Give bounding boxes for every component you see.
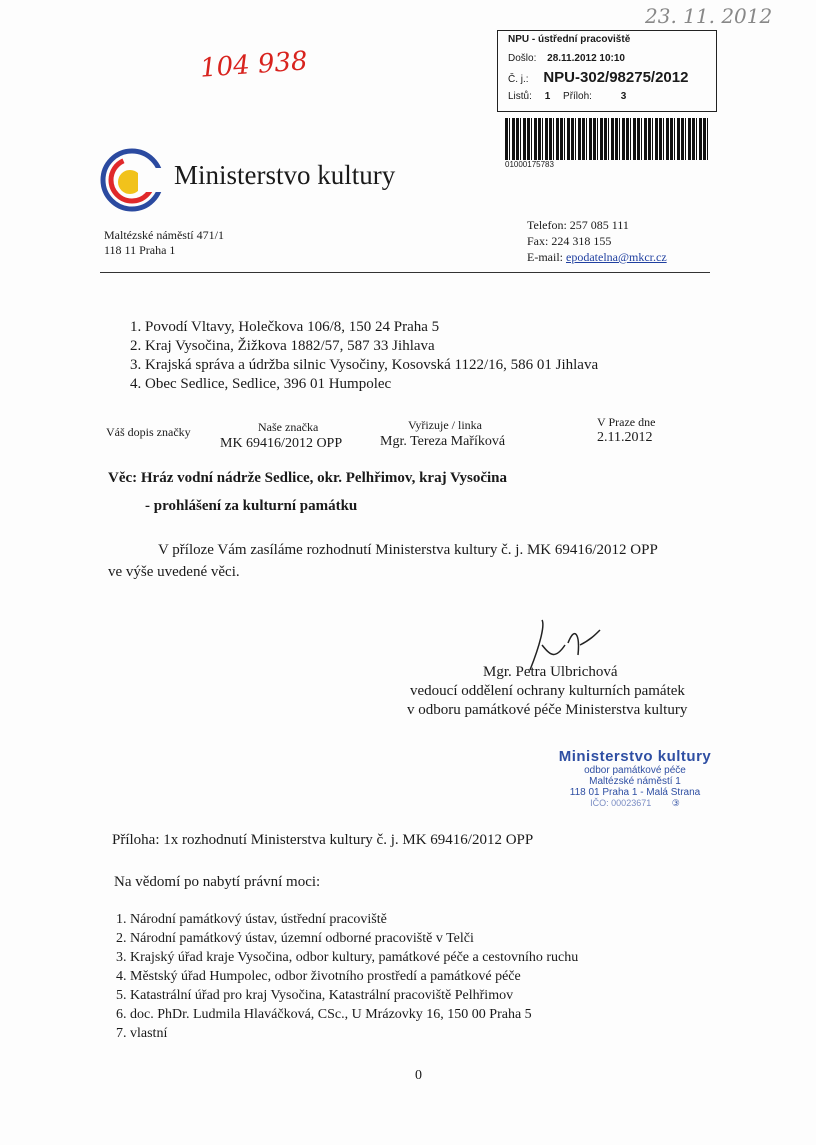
cc-item: 2. Národní památkový ústav, územní odborné pracoviště v Telči <box>116 931 474 946</box>
cc-item: 7. vlastní <box>116 1026 168 1041</box>
email-link[interactable]: epodatelna@mkcr.cz <box>566 250 667 264</box>
barcode-number: 01000175783 <box>505 160 554 169</box>
office-stamp-line1: odbor památkové péče <box>584 765 686 776</box>
ministry-logo-icon <box>100 148 164 212</box>
cc-item: 1. Národní památkový ústav, ústřední pracoviště <box>116 912 387 927</box>
stamp-title: NPU - ústřední pracoviště <box>508 34 631 45</box>
cc-item: 6. doc. PhDr. Ludmila Hlaváčková, CSc., U Mrázovky 16, 150 00 Praha 5 <box>116 1007 532 1022</box>
handwritten-date: 23. 11. 2012 <box>645 4 773 28</box>
recipients-list <box>130 318 598 394</box>
cc-list <box>116 910 578 1043</box>
office-stamp-title: Ministerstvo kultury <box>558 748 712 765</box>
attachments-value: 3 <box>620 91 627 102</box>
handled-value: Mgr. Tereza Maříková <box>380 434 506 449</box>
email-label: E-mail: <box>527 250 566 264</box>
office-stamp-line4: IČO: 00023671 ③ <box>590 798 680 808</box>
recipient: 2. Kraj Vysočina, Žižkova 1882/57, 587 33 Jihlava <box>130 338 435 354</box>
signer-role1: vedoucí oddělení ochrany kulturních památek <box>410 683 685 699</box>
received-label: Došlo: <box>508 53 537 64</box>
recipient: 1. Povodí Vltavy, Holečkova 106/8, 150 24 Praha 5 <box>130 319 440 335</box>
attachments-label: Příloh: <box>563 91 592 102</box>
subject-line2: - prohlášení za kulturní památku <box>145 498 358 514</box>
handled-label: Vyřizuje / linka <box>408 418 482 432</box>
sheets-label: Listů: <box>508 91 532 102</box>
body-line2: ve výše uvedené věci. <box>108 564 240 580</box>
body-line1: V příloze Vám zasíláme rozhodnutí Ministerstva kultury č. j. MK 69416/2012 OPP <box>158 542 658 558</box>
header-divider <box>100 272 710 273</box>
ref-value: NPU-302/98275/2012 <box>543 69 689 86</box>
signer-role2: v odboru památkové péče Ministerstva kultury <box>407 702 688 718</box>
signer-name: Mgr. Petra Ulbrichová <box>483 664 618 680</box>
received-value: 28.11.2012 10:10 <box>547 53 625 64</box>
our-ref-value: MK 69416/2012 OPP <box>220 436 343 451</box>
page-number: 0 <box>415 1068 422 1083</box>
office-stamp-line2: Maltézské náměstí 1 <box>589 776 681 787</box>
cc-item: 3. Krajský úřad kraje Vysočina, odbor kultury, památkové péče a cestovního ruchu <box>116 950 579 965</box>
recipient: 4. Obec Sedlice, Sedlice, 396 01 Humpolec <box>130 376 392 392</box>
your-ref-label: Váš dopis značky <box>106 425 191 439</box>
date-value: 2.11.2012 <box>597 430 653 445</box>
registry-stamp <box>497 30 717 112</box>
office-stamp-line3: 118 01 Praha 1 - Malá Strana <box>569 787 701 798</box>
office-stamp <box>540 748 730 809</box>
our-ref-label: Naše značka <box>258 420 319 434</box>
subject-line1: Věc: Hráz vodní nádrže Sedlice, okr. Pelhřimov, kraj Vysočina <box>108 470 508 486</box>
address-line1: Maltézské náměstí 471/1 <box>104 228 224 242</box>
address-line2: 118 11 Praha 1 <box>104 243 176 257</box>
barcode <box>505 118 710 160</box>
cc-item: 4. Městský úřad Humpolec, odbor životního prostředí a památkové péče <box>116 969 521 984</box>
ref-label: Č. j.: <box>508 74 529 85</box>
cc-heading: Na vědomí po nabytí právní moci: <box>114 874 321 890</box>
date-label: V Praze dne <box>597 415 656 429</box>
recipient: 3. Krajská správa a údržba silnic Vysočiny, Kosovská 1122/16, 586 01 Jihlava <box>130 357 599 373</box>
org-name: Ministerstvo kultury <box>174 160 396 190</box>
phone: Telefon: 257 085 111 <box>527 218 629 232</box>
sheets-value: 1 <box>544 91 551 102</box>
attachment-note: Příloha: 1x rozhodnutí Ministerstva kultury č. j. MK 69416/2012 OPP <box>112 832 534 848</box>
cc-item: 5. Katastrální úřad pro kraj Vysočina, Katastrální pracoviště Pelhřimov <box>116 988 514 1003</box>
handwritten-ref-number: 104 938 <box>199 46 309 84</box>
office-stamp-mark: ③ <box>671 798 680 808</box>
fax: Fax: 224 318 155 <box>527 234 612 248</box>
